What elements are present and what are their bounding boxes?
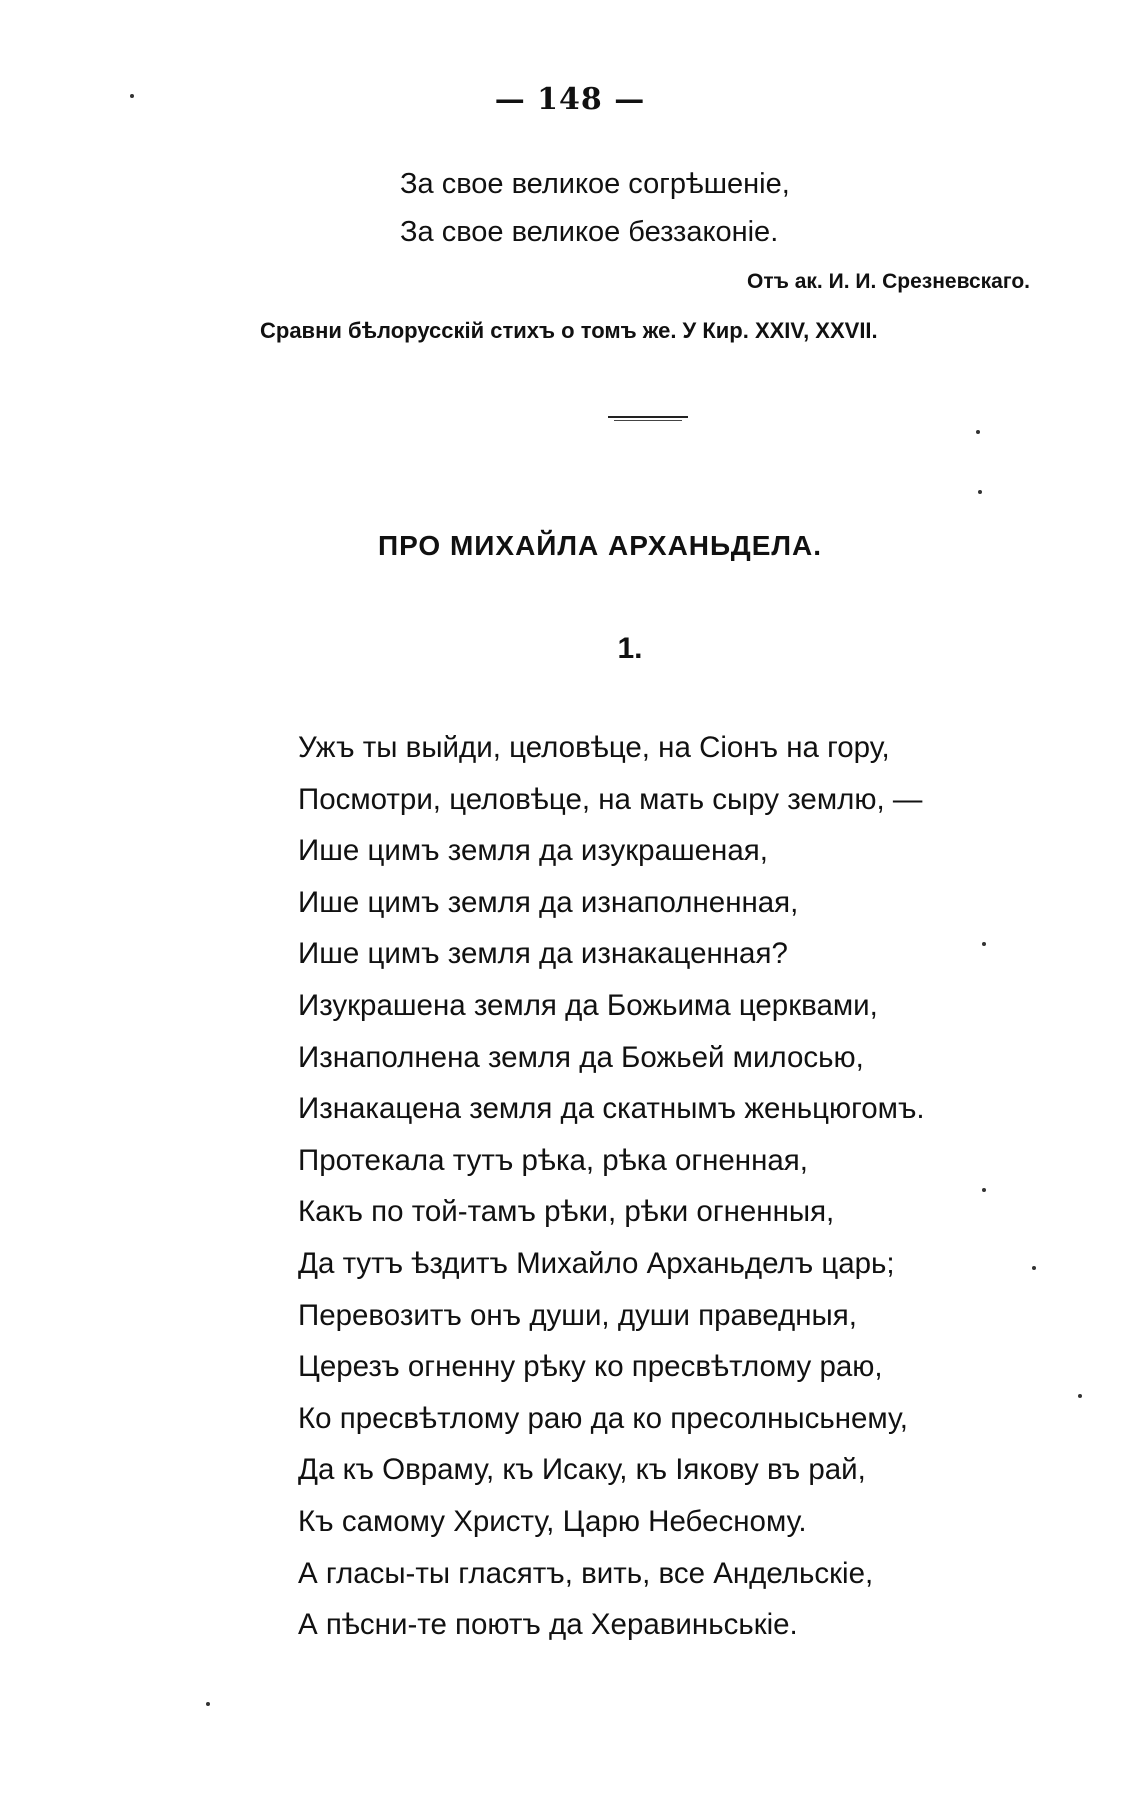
poem-line: Да къ Овраму, къ Исаку, къ Іякову въ рай, — [298, 1453, 866, 1487]
poem-line: Да тутъ ѣздитъ Михайло Арханьделъ царь; — [298, 1246, 895, 1280]
previous-verse-line: За свое великое согрѣшеніе, — [400, 168, 790, 200]
page-number: — 148 — — [494, 82, 646, 117]
scan-speck — [130, 94, 134, 98]
poem-line: Ише цимъ земля да изнаполненная, — [298, 885, 799, 919]
poem-line: Какъ по той-тамъ рѣки, рѣки огненныя, — [298, 1195, 835, 1229]
verse-number: 1. — [617, 632, 643, 665]
previous-verse-line: За свое великое беззаконіе. — [400, 216, 779, 248]
poem-line: Церезъ огненну рѣку ко пресвѣтлому раю, — [298, 1350, 883, 1384]
previous-verse — [400, 160, 790, 256]
poem-line: Ише цимъ земля да изукрашеная, — [298, 834, 768, 868]
poem-line: Изнаполнена земля да Божьей милосью, — [298, 1040, 864, 1074]
scan-speck — [978, 490, 982, 494]
compare-note: Сравни бѣлорусскій стихъ о томъ же. У Кир. XXIV, XXVII. — [260, 318, 878, 343]
poem-line: А гласы-ты гласятъ, вить, все Андельскіе, — [298, 1556, 874, 1590]
scan-speck — [976, 430, 980, 434]
scan-speck — [206, 1702, 210, 1706]
poem-line: Изукрашена земля да Божьима церквами, — [298, 988, 878, 1022]
poem-line: Протекала тутъ рѣка, рѣка огненная, — [298, 1143, 808, 1177]
poem-line: Къ самому Христу, Царю Небесному. — [298, 1504, 807, 1538]
attribution: Отъ ак. И. И. Срезневскаго. — [746, 270, 1030, 293]
poem-line: Изнакацена земля да скатнымъ женьцюгомъ. — [298, 1092, 925, 1126]
poem — [298, 722, 925, 1651]
poem-line: Посмотри, целовѣце, на мать сыру землю, — — [298, 782, 923, 816]
scan-speck — [982, 1188, 986, 1192]
poem-line: Ужъ ты выйди, целовѣце, на Сіонъ на гору, — [298, 731, 890, 764]
poem-line: Ише цимъ земля да изнакаценная? — [298, 937, 788, 971]
poem-line: Ко пресвѣтлому раю да ко пресолнысьнему, — [298, 1401, 908, 1435]
scan-speck — [1078, 1394, 1082, 1398]
scan-speck — [982, 942, 986, 946]
section-divider — [608, 416, 688, 418]
scan-speck — [1032, 1266, 1036, 1270]
section-title: ПРО МИХАЙЛА АРХАНЬДЕЛА. — [377, 530, 823, 561]
poem-line: Перевозитъ онъ души, души праведныя, — [298, 1298, 857, 1332]
poem-line: А пѣсни-те поютъ да Херавиньськіе. — [298, 1608, 798, 1642]
